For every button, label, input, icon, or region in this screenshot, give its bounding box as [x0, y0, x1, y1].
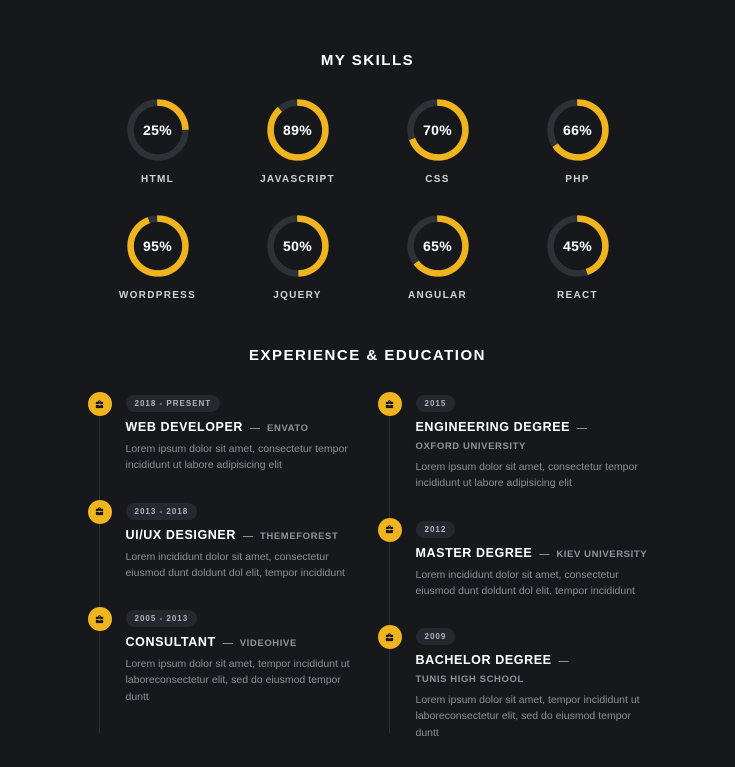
timeline-item	[378, 625, 648, 741]
skill-donut-chart	[407, 99, 469, 161]
resume-section-title: EXPERIENCE & EDUCATION	[249, 347, 486, 364]
resume-grid	[88, 392, 648, 767]
skill-donut-chart	[267, 215, 329, 277]
skill-donut-chart	[127, 99, 189, 161]
timeline-item-organization: VIDEOHIVE	[239, 638, 297, 650]
timeline-item-content	[416, 518, 648, 600]
timeline-column-education	[378, 392, 648, 767]
skill-label: CSS	[425, 174, 450, 185]
period-badge: 2012	[416, 521, 456, 538]
skill-percent-value: 95%	[143, 238, 172, 254]
skill-percent-value: 25%	[143, 122, 172, 138]
skill-label: REACT	[557, 290, 598, 301]
briefcase-icon	[378, 392, 402, 416]
skill-item	[88, 215, 228, 301]
skill-item	[508, 99, 648, 185]
skill-donut-chart	[547, 215, 609, 277]
timeline-item-title: CONSULTANT	[125, 635, 216, 650]
timeline-item-title: BACHELOR DEGREE	[415, 653, 552, 668]
timeline-item-title: MASTER DEGREE	[415, 545, 533, 560]
skill-donut-chart	[547, 99, 609, 161]
skills-section-title: MY SKILLS	[320, 52, 415, 69]
timeline-item-content	[416, 625, 648, 741]
skill-percent-value: 45%	[563, 238, 592, 254]
timeline-item-content	[126, 392, 358, 474]
skill-label: ANGULAR	[407, 290, 468, 301]
timeline-item-description: Lorem ipsum dolor sit amet, tempor incididunt ut laboreconsectetur elit, sed do eiusmod tempor duntt	[125, 658, 350, 703]
timeline-item	[88, 607, 358, 705]
timeline-item-organization: THEMEFOREST	[260, 530, 339, 542]
briefcase-icon	[88, 607, 112, 631]
timeline-title-row	[416, 420, 648, 452]
period-badge: 2009	[416, 628, 456, 645]
skill-item	[368, 99, 508, 185]
skills-grid	[88, 99, 648, 301]
skill-item	[228, 215, 368, 301]
skill-donut-chart	[127, 215, 189, 277]
skills-section	[0, 52, 735, 301]
timeline-item-content	[126, 607, 358, 705]
timeline-item-content	[126, 500, 358, 582]
timeline-item-description: Lorem ipsum dolor sit amet, tempor incididunt ut laboreconsectetur elit, sed do eiusmod tempor duntt	[415, 694, 640, 739]
timeline-item-title: WEB DEVELOPER	[125, 420, 244, 434]
skill-percent-value: 70%	[423, 122, 452, 138]
timeline-item-organization: KIEV UNIVERSITY	[556, 548, 648, 560]
skill-percent-value: 65%	[423, 238, 452, 254]
title-separator: —	[222, 638, 233, 650]
timeline-item-description: Lorem incididunt dolor sit amet, consectetur eiusmod dunt doldunt dol elit, tempor incididunt	[415, 568, 635, 597]
skill-donut-chart	[407, 215, 469, 277]
title-separator: —	[577, 423, 588, 434]
timeline-item-title: UI/UX DESIGNER	[125, 527, 236, 542]
briefcase-icon	[88, 500, 112, 524]
briefcase-icon	[88, 392, 112, 416]
timeline-item-description: Lorem ipsum dolor sit amet, consectetur tempor incididunt ut labore adipisicing elit	[125, 443, 348, 472]
briefcase-icon	[378, 518, 402, 542]
skill-item	[508, 215, 648, 301]
period-badge: 2013 - 2018	[126, 503, 198, 520]
timeline-title-row	[126, 635, 358, 649]
period-badge: 2015	[416, 395, 456, 412]
title-separator: —	[539, 548, 550, 560]
resume-section	[0, 347, 735, 767]
skill-label: PHP	[565, 174, 590, 185]
briefcase-icon	[378, 625, 402, 649]
timeline-title-row	[126, 528, 358, 542]
skill-percent-value: 89%	[283, 122, 312, 138]
timeline-item	[88, 500, 358, 582]
skill-donut-chart	[267, 99, 329, 161]
timeline-item-content	[416, 392, 648, 492]
skill-item	[228, 99, 368, 185]
timeline-item-title: ENGINEERING DEGREE	[415, 420, 571, 434]
skill-label: WORDPRESS	[118, 290, 197, 301]
timeline-item-description: Lorem incididunt dolor sit amet, consectetur eiusmod dunt doldunt dol elit, tempor incididunt	[125, 550, 345, 579]
title-separator: —	[558, 656, 569, 668]
timeline-title-row	[416, 653, 648, 685]
skill-percent-value: 50%	[283, 238, 312, 254]
skill-item	[88, 99, 228, 185]
skill-item	[368, 215, 508, 301]
skill-label: HTML	[141, 174, 174, 185]
timeline-item-description: Lorem ipsum dolor sit amet, consectetur tempor incididunt ut labore adipisicing elit	[415, 461, 638, 490]
timeline-title-row	[416, 546, 648, 560]
title-separator: —	[243, 530, 253, 542]
skill-percent-value: 66%	[563, 122, 592, 138]
timeline-item	[378, 518, 648, 600]
period-badge: 2005 - 2013	[126, 610, 198, 627]
timeline-item	[88, 392, 358, 474]
timeline-item-organization: TUNIS HIGH SCHOOL	[415, 674, 524, 686]
skill-label: JQUERY	[273, 290, 322, 301]
title-separator: —	[250, 423, 261, 434]
timeline-item-organization: OXFORD UNIVERSITY	[415, 441, 526, 452]
skill-label: JAVASCRIPT	[260, 174, 335, 185]
timeline-item	[378, 392, 648, 492]
timeline-item-organization: ENVATO	[267, 423, 309, 434]
period-badge: 2018 - PRESENT	[126, 395, 221, 412]
timeline-column-experience	[88, 392, 358, 767]
timeline-title-row	[126, 420, 358, 434]
